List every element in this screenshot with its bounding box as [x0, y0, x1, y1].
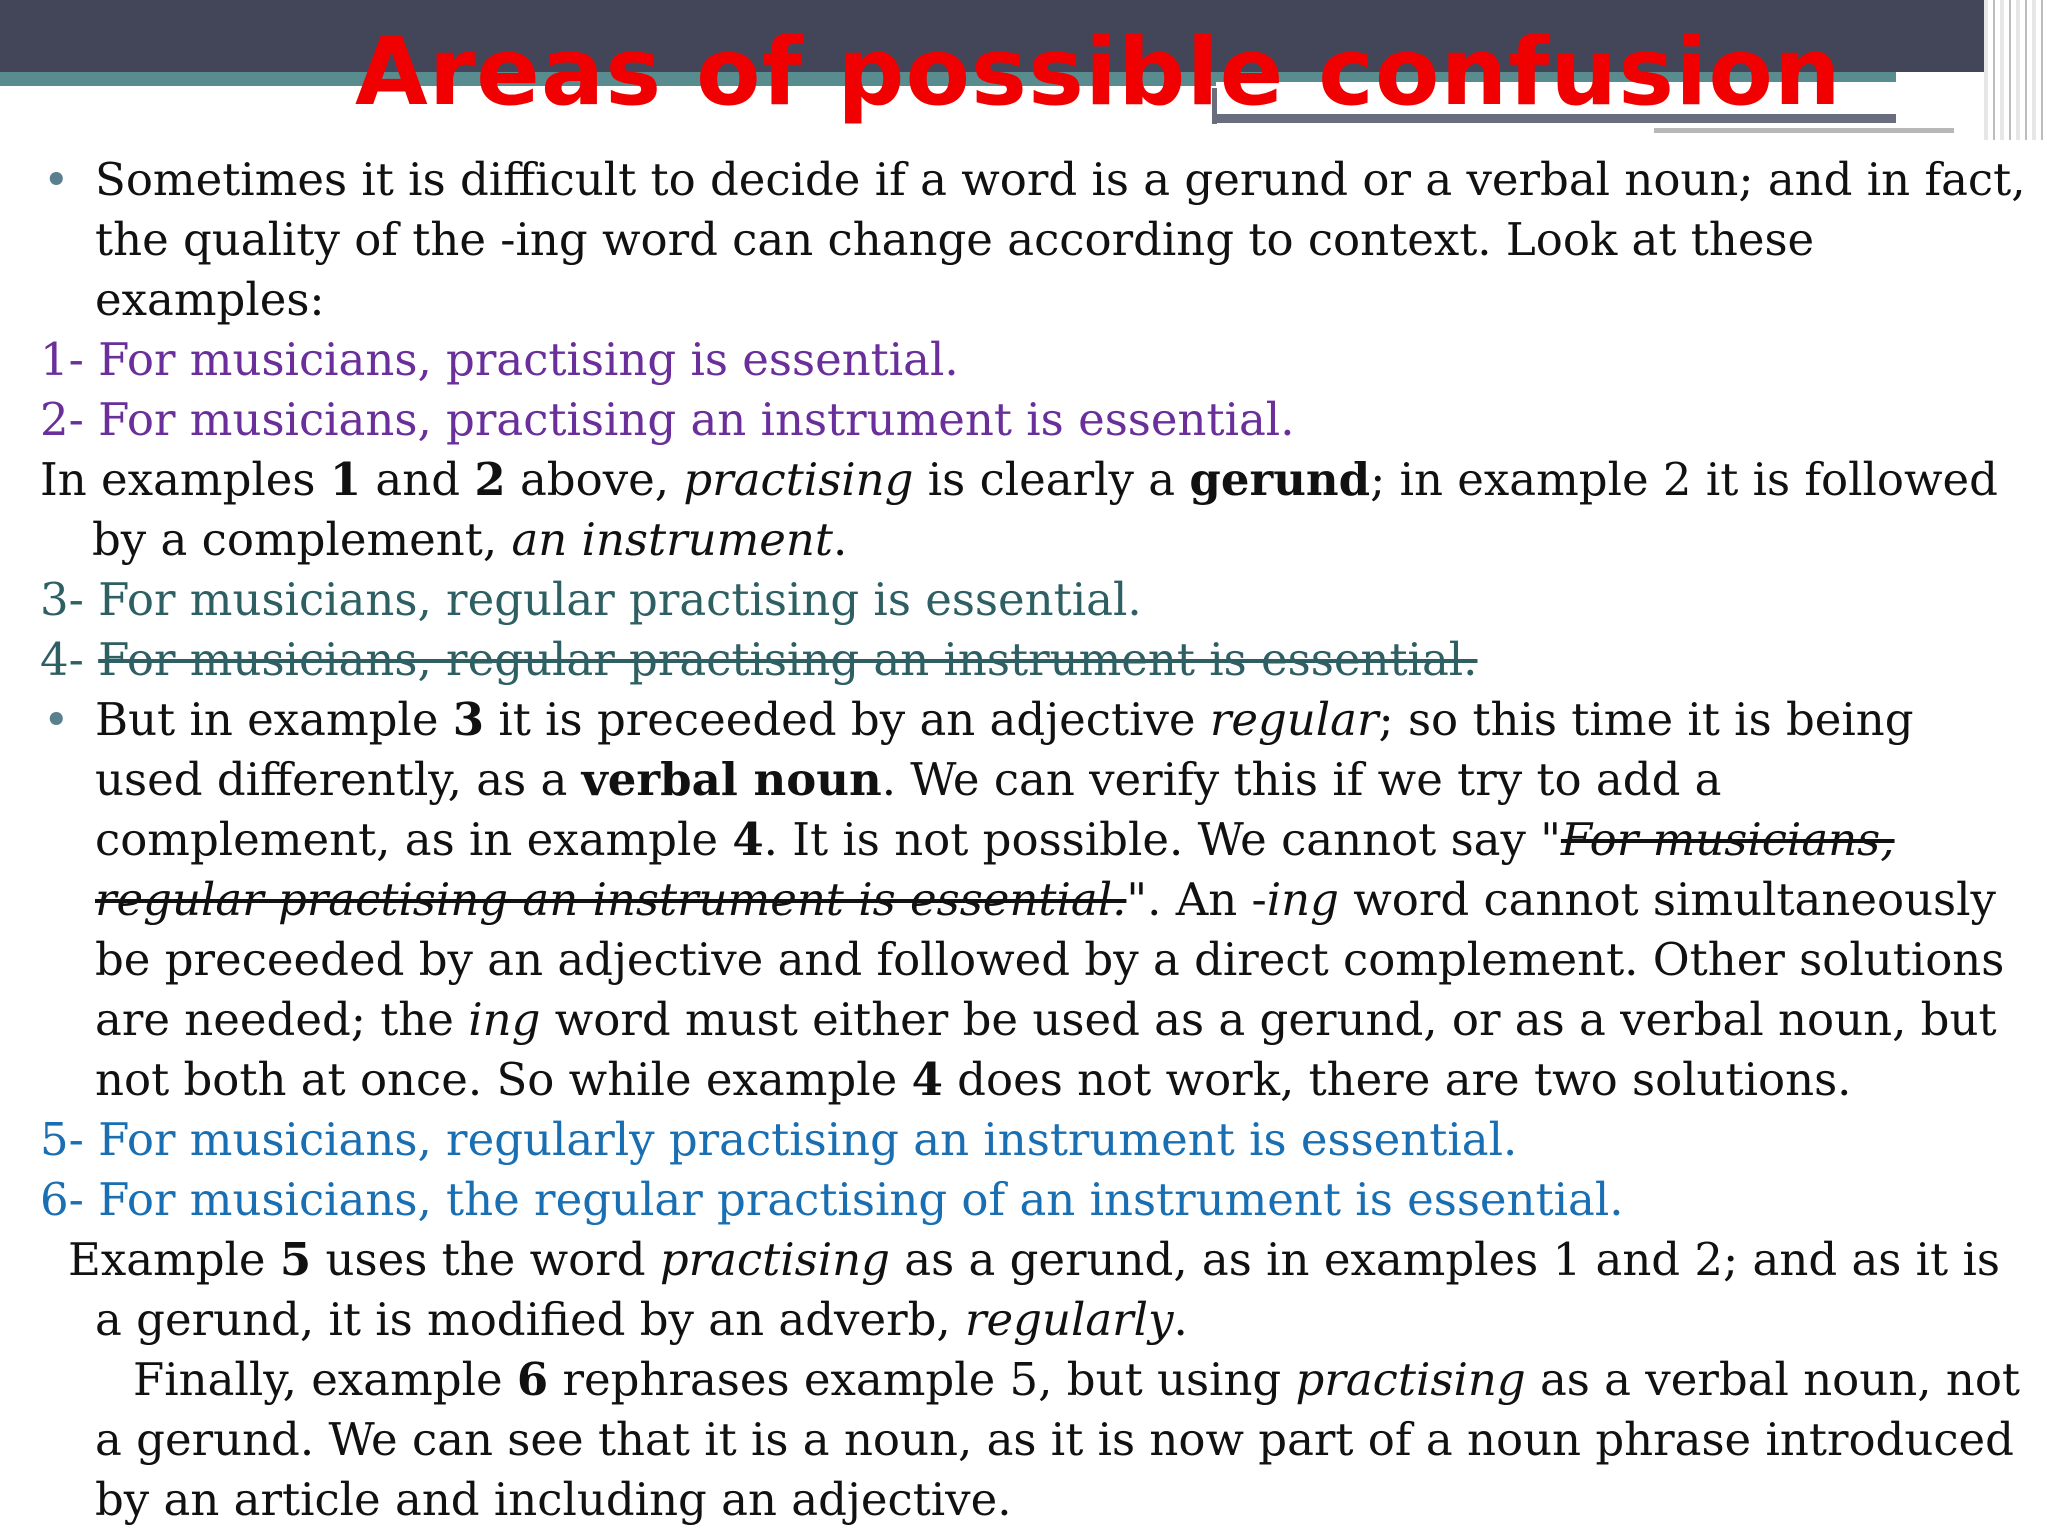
- slide-title: Areas of possible confusion: [355, 18, 1842, 127]
- example-6: 6- For musicians, the regular practising of an instrument is essential.: [40, 1173, 1624, 1226]
- example-6-explanation: Finally, example 6 rephrases example 5, but using practising as a verbal noun, not a gerund. We can see that it is a noun, as it is now part of a noun phrase introduced by an article and including an adjective.: [95, 1353, 2021, 1526]
- example-4: 4- For musicians, regular practising an instrument is essential.: [40, 633, 1478, 686]
- verbal-noun-explanation: • But in example 3 it is preceeded by an adjective regular; so this time it is being used differently, as a verbal noun. We can verify this if we try to add a complement, as in example 4. It is not possible. We cannot say "For musicians, regular practising an instrument is essential.". An -ing word cannot simultaneously be preceeded by an adjective and followed by a direct complement. Other solutions are needed; the ing word must either be used as a gerund, or as a verbal noun, but not both at once. So while example 4 does not work, there are two solutions.: [40, 690, 2030, 1110]
- intro-paragraph: • Sometimes it is difficult to decide if a word is a gerund or a verbal noun; and in fact, the quality of the -ing word can change according to context. Look at these examples:: [40, 150, 2030, 330]
- title-underline-thin: [1654, 128, 1954, 133]
- example-3: 3- For musicians, regular practising is essential.: [40, 573, 1142, 626]
- example-5: 5- For musicians, regularly practising an instrument is essential.: [40, 1113, 1518, 1166]
- example-2: 2- For musicians, practising an instrument is essential.: [40, 393, 1295, 446]
- example-5-explanation: Example 5 uses the word practising as a gerund, as in examples 1 and 2; and as it is a gerund, it is modified by an adverb, regularly.: [68, 1233, 2000, 1346]
- example-1: 1- For musicians, practising is essential.: [40, 333, 959, 386]
- gerund-explanation: In examples 1 and 2 above, practising is clearly a gerund; in example 2 it is followed by a complement, an instrument.: [40, 453, 1998, 566]
- slide-body: [40, 150, 2030, 1530]
